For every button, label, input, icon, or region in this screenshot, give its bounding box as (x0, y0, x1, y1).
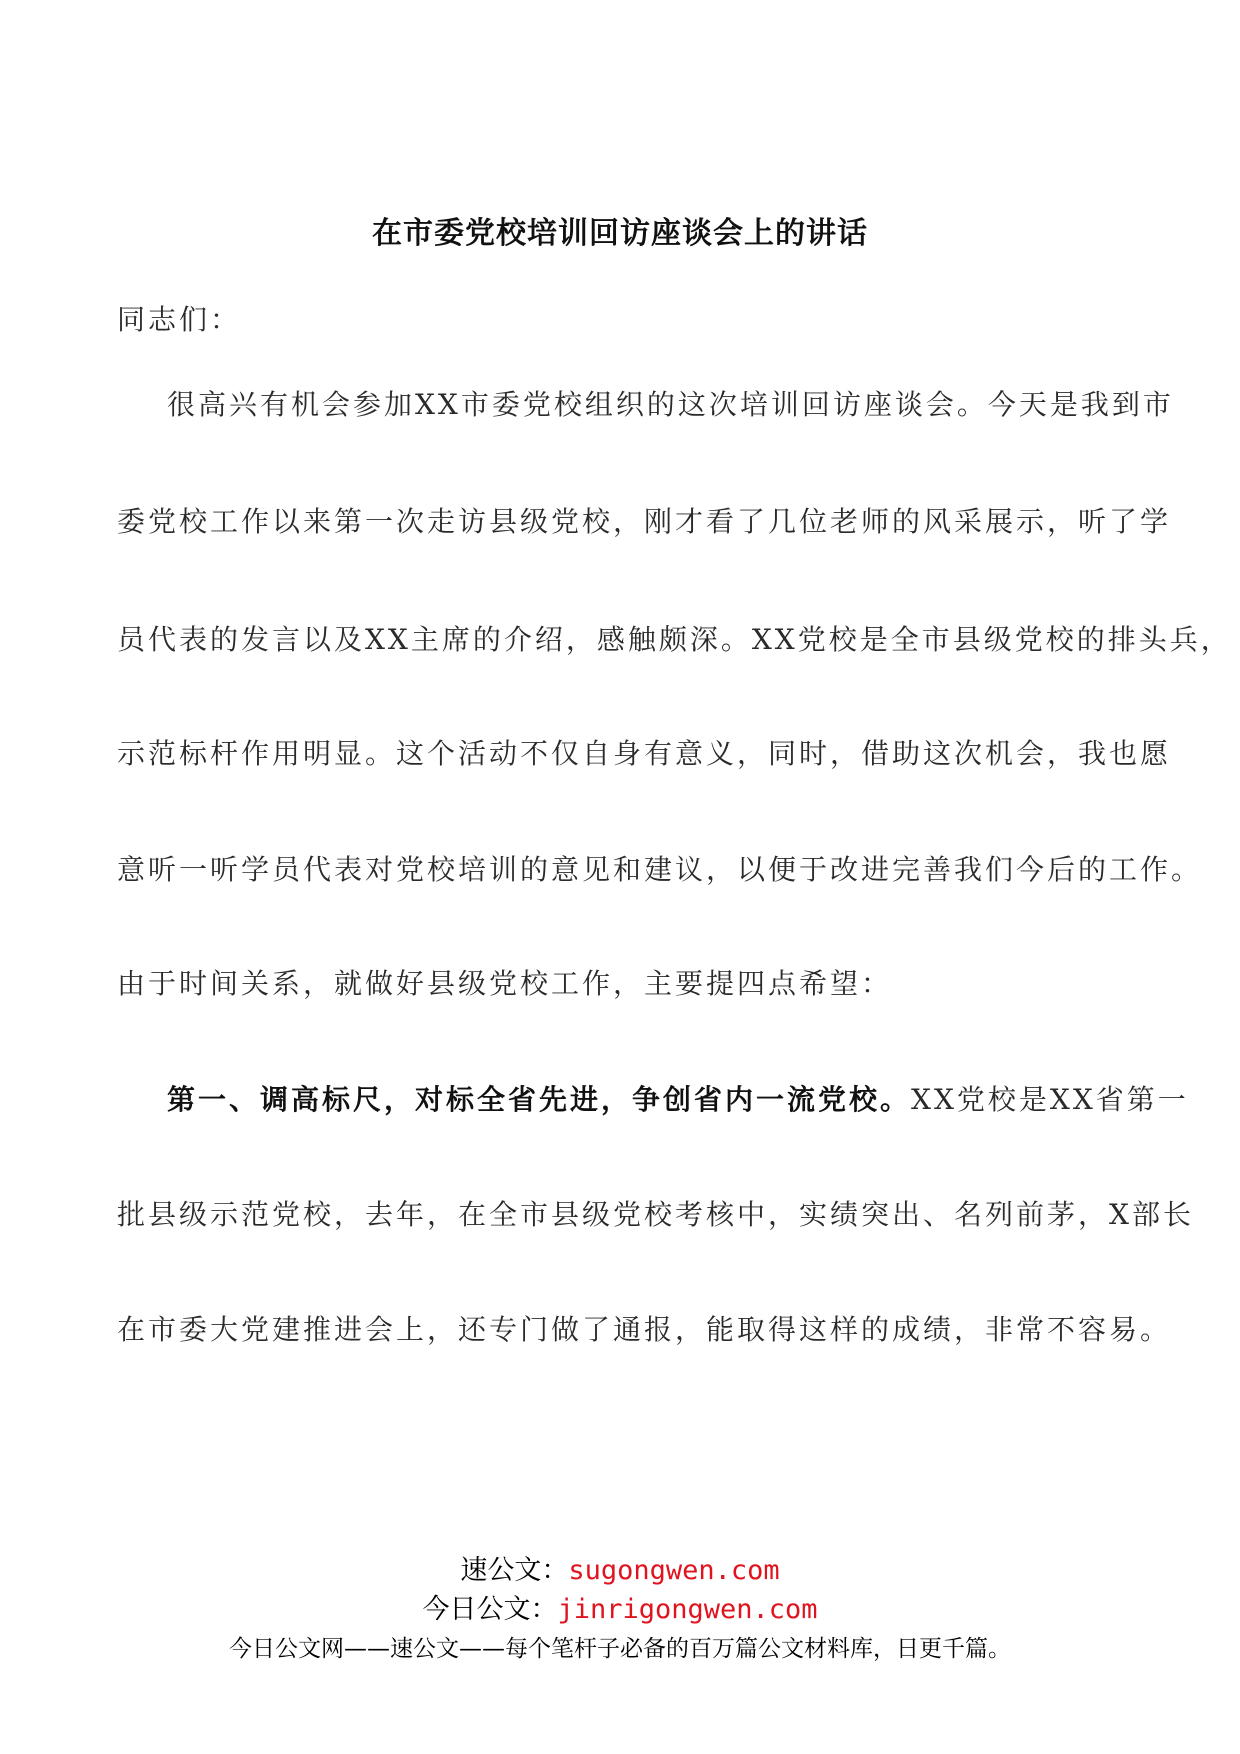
point-one-line (167, 1078, 1189, 1118)
footer-link-jinrigongwen[interactable]: jinrigongwen.com (557, 1594, 818, 1625)
footer-slogan: 今日公文网——速公文——每个笔杆子必备的百万篇公文材料库，日更千篇。 (229, 1636, 1011, 1662)
point-one-heading: 第一、调高标尺，对标全省先进，争创省内一流党校。 (167, 1083, 912, 1116)
footer-line-sugongwen (0, 1548, 1240, 1587)
salutation: 同志们： (117, 303, 242, 336)
body-line-3: 员代表的发言以及XX主席的介绍，感触颇深。XX党校是全市县级党校的排头兵， (117, 623, 1232, 656)
footer-line-jinrigongwen (0, 1587, 1240, 1626)
body-line-6: 由于时间关系，就做好县级党校工作，主要提四点希望： (117, 967, 893, 1000)
body-line-8: 批县级示范党校，去年，在全市县级党校考核中，实绩突出、名列前茅，X部长 (117, 1198, 1194, 1231)
footer-label-jinrigongwen: 今日公文： (422, 1594, 558, 1625)
body-line-5: 意听一听学员代表对党校培训的意见和建议，以便于改进完善我们今后的工作。 (117, 853, 1203, 886)
body-line-1: 很高兴有机会参加XX市委党校组织的这次培训回访座谈会。今天是我到市 (167, 388, 1174, 421)
document-title: 在市委党校培训回访座谈会上的讲话 (372, 216, 868, 251)
body-line-4: 示范标杆作用明显。这个活动不仅自身有意义，同时，借助这次机会，我也愿 (117, 737, 1172, 770)
footer-link-sugongwen[interactable]: sugongwen.com (568, 1555, 780, 1586)
body-line-2: 委党校工作以来第一次走访县级党校，刚才看了几位老师的风采展示，听了学 (117, 505, 1172, 538)
body-line-9: 在市委大党建推进会上，还专门做了通报，能取得这样的成绩，非常不容易。 (117, 1313, 1172, 1346)
point-one-text: XX党校是XX省第一 (911, 1083, 1189, 1116)
footer-label-sugongwen: 速公文： (460, 1555, 569, 1586)
